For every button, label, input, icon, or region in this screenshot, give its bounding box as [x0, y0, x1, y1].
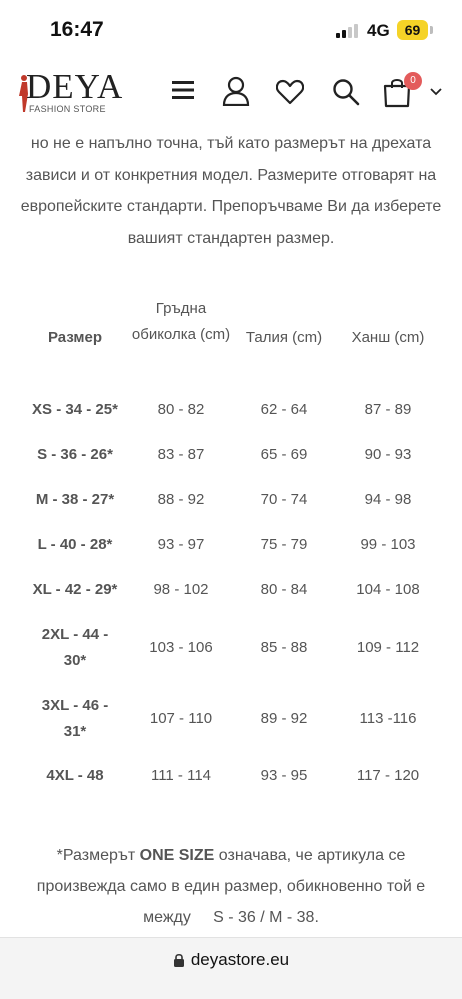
one-size-note [14, 840, 448, 933]
logo-subtitle: FASHION STORE [29, 104, 106, 114]
size-cell: XS - 34 - 25* [32, 401, 118, 418]
waist-cell: 80 - 84 [260, 581, 308, 598]
waist-cell: 62 - 64 [260, 401, 308, 418]
logo[interactable] [16, 68, 122, 118]
logo-text: DEYA [26, 67, 124, 106]
browser-url-bar[interactable] [0, 937, 462, 999]
waist-cell: 65 - 69 [260, 446, 308, 463]
url-display[interactable] [0, 950, 462, 970]
hips-cell: 104 - 108 [356, 581, 420, 598]
bust-cell: 107 - 110 [149, 710, 213, 727]
network-label: 4G [367, 21, 390, 40]
table-header-row [22, 296, 442, 380]
hamburger-menu-icon[interactable] [172, 80, 194, 100]
signal-icon [336, 24, 360, 38]
size-cell: L - 40 - 28* [37, 536, 113, 553]
bust-cell: 111 - 114 [150, 767, 212, 784]
bust-cell: 103 - 106 [149, 639, 213, 656]
size-cell: 4XL - 48 [46, 767, 104, 784]
lock-icon [173, 953, 185, 967]
user-icon[interactable] [222, 76, 250, 106]
bust-cell: 98 - 102 [153, 581, 209, 598]
hips-cell: 94 - 98 [364, 491, 412, 508]
status-time: 16:47 [50, 18, 104, 41]
heart-icon[interactable] [276, 79, 304, 105]
bust-cell: 80 - 82 [157, 401, 205, 418]
note-suffix: означава, че артикула се произвежда само в един размер, обикновенно той е между S - 36 / M - 38. [36, 847, 430, 926]
hips-cell: 87 - 89 [364, 401, 412, 418]
bust-cell: 88 - 92 [157, 491, 205, 508]
site-header [0, 62, 462, 126]
size-cell: M - 38 - 27* [35, 491, 115, 508]
header-size: Размер [47, 329, 103, 346]
bust-cell: 93 - 97 [157, 536, 205, 553]
size-guide-intro: но не е напълно точна, тъй като размерът на дрехата зависи и от конкретния модел. Размерите отговарят на европейските стандарти. Препоръчваме Ви да изберете вашият стандартен размер. [20, 135, 442, 247]
size-cell: XL - 42 - 29* [32, 581, 118, 598]
header-bust: Гръдна обиколка (cm) [131, 300, 231, 343]
hips-cell: 90 - 93 [364, 446, 412, 463]
waist-cell: 70 - 74 [260, 491, 308, 508]
note-prefix: *Размерът [56, 847, 140, 864]
bust-cell: 83 - 87 [157, 446, 205, 463]
cart-count-badge: 0 [404, 72, 422, 90]
chevron-down-icon[interactable] [430, 88, 442, 96]
header-waist: Талия (cm) [245, 329, 323, 346]
hips-cell: 113 -116 [359, 710, 417, 727]
hips-cell: 109 - 112 [356, 639, 420, 656]
waist-cell: 75 - 79 [260, 536, 308, 553]
size-cell: 2XL - 44 - 30* [41, 626, 109, 669]
waist-cell: 93 - 95 [260, 767, 308, 784]
header-hips: Ханш (cm) [351, 329, 425, 346]
search-icon[interactable] [332, 78, 360, 106]
size-cell: 3XL - 46 - 31* [41, 697, 109, 740]
size-cell: S - 36 - 26* [37, 446, 113, 463]
status-bar [0, 0, 462, 60]
hips-cell: 117 - 120 [356, 767, 420, 784]
hips-cell: 99 - 103 [360, 536, 416, 553]
battery-tip [430, 26, 433, 34]
battery-icon: 69 [397, 20, 428, 40]
waist-cell: 85 - 88 [260, 639, 308, 656]
url-domain: deyastore.eu [190, 950, 290, 969]
waist-cell: 89 - 92 [260, 710, 308, 727]
note-bold: ONE SIZE [139, 847, 215, 864]
